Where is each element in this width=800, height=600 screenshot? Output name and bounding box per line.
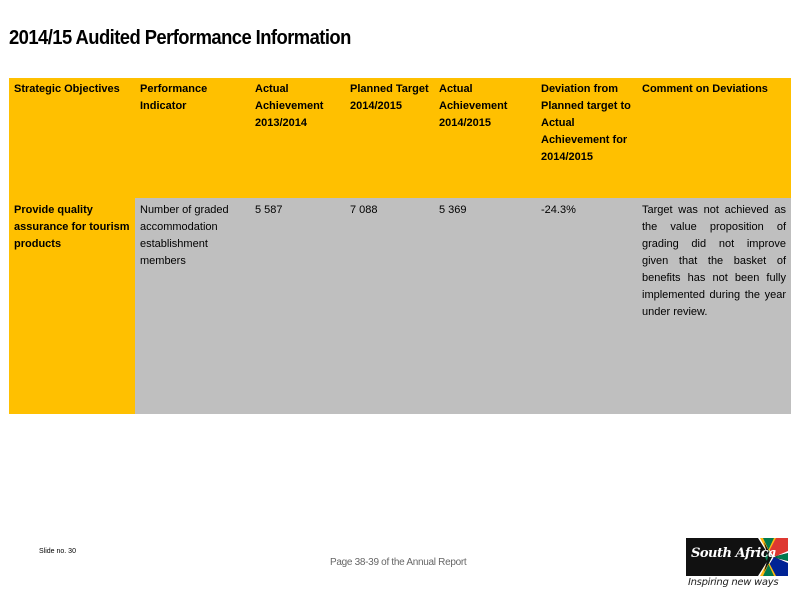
cell-deviation: -24.3% xyxy=(536,198,637,414)
header-actual-2014-2015: Actual Achievement 2014/2015 xyxy=(434,78,536,198)
page-reference: Page 38-39 of the Annual Report xyxy=(330,557,467,568)
header-planned-2014-2015: Planned Target 2014/2015 xyxy=(345,78,434,198)
cell-planned-2014-2015: 7 088 xyxy=(345,198,434,414)
table-header-row xyxy=(9,78,791,198)
cell-actual-2013-2014: 5 587 xyxy=(250,198,345,414)
logo-tagline: Inspiring new ways xyxy=(688,577,779,588)
cell-actual-2014-2015: 5 369 xyxy=(434,198,536,414)
cell-performance-indicator: Number of graded accommodation establishment members xyxy=(135,198,250,414)
header-strategic-objectives: Strategic Objectives xyxy=(9,78,135,198)
header-deviation: Deviation from Planned target to Actual Achievement for 2014/2015 xyxy=(536,78,637,198)
header-performance-indicator: Performance Indicator xyxy=(135,78,250,198)
header-actual-2013-2014: Actual Achievement 2013/2014 xyxy=(250,78,345,198)
south-africa-logo xyxy=(686,538,788,590)
header-comment: Comment on Deviations xyxy=(637,78,791,198)
page-title: 2014/15 Audited Performance Information xyxy=(9,27,351,49)
slide-number: Slide no. 30 xyxy=(39,548,76,555)
performance-table xyxy=(9,78,791,414)
logo-brand-text: South Africa xyxy=(691,546,777,561)
cell-strategic-objective: Provide quality assurance for tourism products xyxy=(9,198,135,414)
table-row xyxy=(9,198,791,414)
cell-comment: Target was not achieved as the value proposition of grading did not improve given that the basket of benefits has not been fully implemented during the year under review. xyxy=(637,198,791,414)
